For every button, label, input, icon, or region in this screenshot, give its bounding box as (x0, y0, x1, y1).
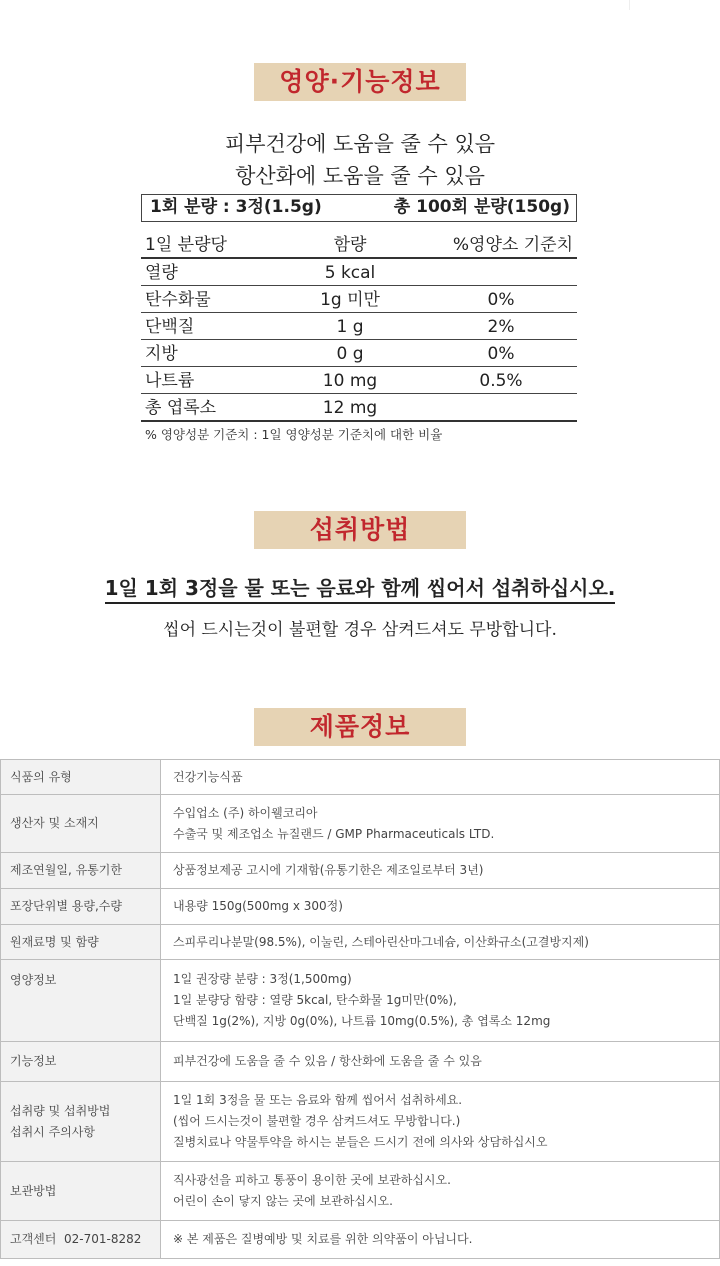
nutrient-amount: 12 mg (275, 394, 425, 422)
function-claims (0, 128, 720, 192)
intake-banner: 섭취방법 (254, 511, 466, 549)
row-label: 식품의 유형 (1, 760, 161, 795)
nutrient-name: 총 엽록소 (141, 394, 275, 422)
table-row (1, 889, 720, 925)
nutrient-name: 열량 (141, 258, 275, 286)
table-row (1, 1221, 720, 1259)
row-label: 섭취량 및 섭취방법 섭취시 주의사항 (1, 1082, 161, 1162)
nutrient-name: 단백질 (141, 313, 275, 340)
nutrition-header-row (141, 231, 577, 258)
nutrition-footnote: % 영양성분 기준치 : 1일 영양성분 기준치에 대한 비율 (145, 427, 443, 442)
row-label: 포장단위별 용량,수량 (1, 889, 161, 925)
nutrition-banner: 영양·기능정보 (254, 63, 466, 101)
top-divider (629, 0, 630, 10)
function-claim: 피부건강에 도움을 줄 수 있음 (224, 132, 496, 156)
function-claim: 항산화에 도움을 줄 수 있음 (235, 164, 485, 188)
nutrient-percent: 0% (425, 286, 577, 313)
table-row (141, 286, 577, 313)
intake-note: 씹어 드시는것이 불편할 경우 삼켜드셔도 무방합니다. (163, 620, 557, 640)
table-row (1, 1162, 720, 1221)
row-value: 피부건강에 도움을 줄 수 있음 / 항산화에 도움을 줄 수 있음 (161, 1042, 720, 1082)
product-info-table (0, 759, 720, 1259)
row-label: 보관방법 (1, 1162, 161, 1221)
row-value: 수입업소 (주) 하이웰코리아 수출국 및 제조업소 뉴질랜드 / GMP Pharmaceuticals LTD. (161, 795, 720, 853)
nutrient-percent (425, 258, 577, 286)
header-cell: %영양소 기준치 (425, 231, 577, 258)
row-value: 건강기능식품 (161, 760, 720, 795)
table-row (141, 394, 577, 422)
nutrient-amount: 1 g (275, 313, 425, 340)
table-row (141, 340, 577, 367)
serving-once: 1회 분량 : 3정(1.5g) (150, 197, 322, 217)
nutrient-percent: 2% (425, 313, 577, 340)
row-value: 상품정보제공 고시에 기재함(유통기한은 제조일로부터 3년) (161, 853, 720, 889)
row-label: 생산자 및 소재지 (1, 795, 161, 853)
nutrient-name: 탄수화물 (141, 286, 275, 313)
table-row (1, 960, 720, 1042)
row-label: 원재료명 및 함량 (1, 925, 161, 960)
nutrient-name: 나트륨 (141, 367, 275, 394)
table-row (1, 1042, 720, 1082)
header-cell: 1일 분량당 (141, 231, 275, 258)
row-label: 제조연월일, 유통기한 (1, 853, 161, 889)
customer-center: 고객센터 02-701-8282 (1, 1221, 161, 1259)
nutrient-amount: 0 g (275, 340, 425, 367)
table-row (141, 258, 577, 286)
nutrient-percent (425, 394, 577, 422)
product-banner: 제품정보 (254, 708, 466, 746)
row-value: 직사광선을 피하고 통풍이 용이한 곳에 보관하십시오. 어린이 손이 닿지 않는 곳에 보관하십시오. (161, 1162, 720, 1221)
table-row (1, 925, 720, 960)
disclaimer: ※ 본 제품은 질병예방 및 치료를 위한 의약품이 아닙니다. (161, 1221, 720, 1259)
table-row (141, 313, 577, 340)
nutrient-name: 지방 (141, 340, 275, 367)
nutrient-percent: 0% (425, 340, 577, 367)
table-row (1, 760, 720, 795)
row-value: 스피루리나분말(98.5%), 이눌린, 스테아린산마그네슘, 이산화규소(고결방지제) (161, 925, 720, 960)
intake-instruction-text: 1일 1회 3정을 물 또는 음료와 함께 씹어서 섭취하십시오. (105, 576, 616, 604)
nutrition-table (141, 231, 577, 422)
serving-box (141, 194, 577, 222)
nutrient-percent: 0.5% (425, 367, 577, 394)
nutrient-amount: 10 mg (275, 367, 425, 394)
row-label: 기능정보 (1, 1042, 161, 1082)
header-cell: 함량 (275, 231, 425, 258)
row-value: 1일 1회 3정을 물 또는 음료와 함께 씹어서 섭취하세요. (씹어 드시는것이 불편할 경우 삼켜드셔도 무방합니다.) 질병치료나 약물투약을 하시는 분들은 드시기 전에 의사와 상담하십시오 (161, 1082, 720, 1162)
serving-total: 총 100회 분량(150g) (393, 197, 570, 217)
table-row (1, 1082, 720, 1162)
table-row (1, 853, 720, 889)
table-row (141, 367, 577, 394)
row-value: 내용량 150g(500mg x 300정) (161, 889, 720, 925)
nutrient-amount: 1g 미만 (275, 286, 425, 313)
row-value: 1일 권장량 분량 : 3정(1,500mg) 1일 분량당 함량 : 열량 5kcal, 탄수화물 1g미만(0%), 단백질 1g(2%), 지방 0g(0%), 나트륨 10mg(0.5%), 총 엽록소 12mg (161, 960, 720, 1042)
intake-instruction (0, 572, 720, 601)
row-label: 영양정보 (1, 960, 161, 1042)
nutrient-amount: 5 kcal (275, 258, 425, 286)
table-row (1, 795, 720, 853)
